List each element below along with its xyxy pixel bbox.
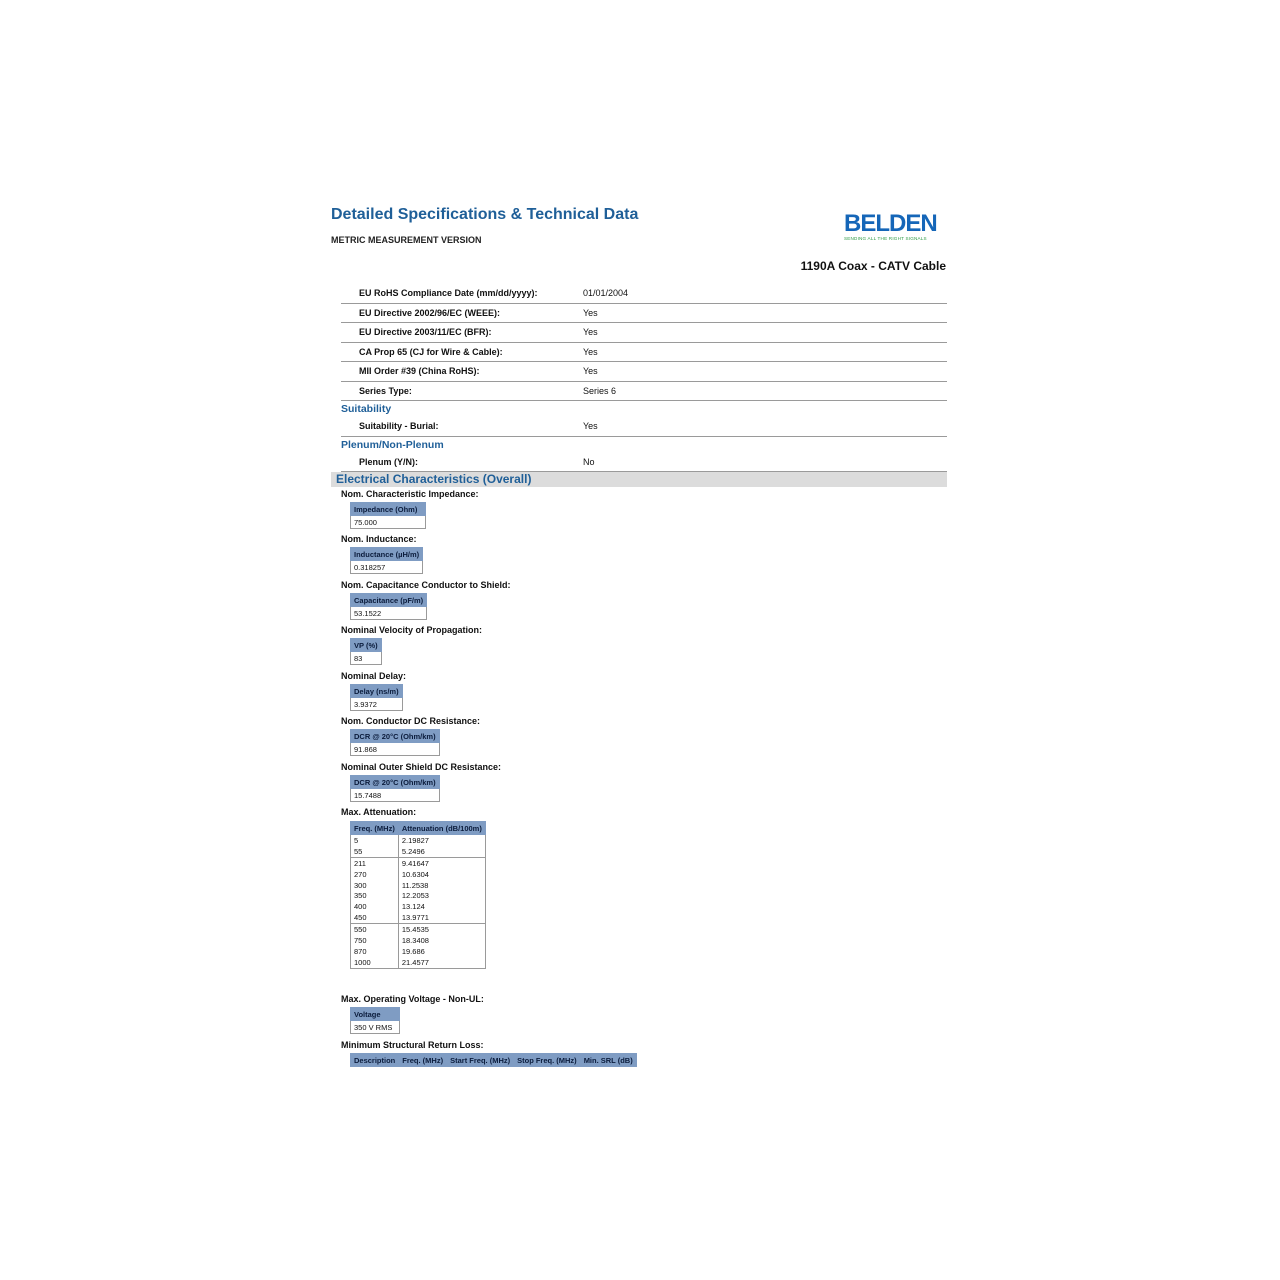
table-header: VP (%) <box>351 639 382 652</box>
inductance-table <box>350 547 423 574</box>
table-row <box>351 912 486 923</box>
logo-tagline: SENDING ALL THE RIGHT SIGNALS <box>844 236 927 241</box>
spec-label: CA Prop 65 (CJ for Wire & Cable): <box>359 346 503 357</box>
conductor-dcr-table <box>350 729 440 756</box>
table-row <box>351 857 486 868</box>
voltage-table <box>350 1007 400 1034</box>
impedance-table <box>350 502 426 529</box>
table-cell: 83 <box>351 652 382 665</box>
spec-value: Series 6 <box>583 385 617 396</box>
spec-label: EU RoHS Compliance Date (mm/dd/yyyy): <box>359 288 538 298</box>
table-cell: 15.7488 <box>351 789 440 802</box>
belden-logo <box>844 210 937 242</box>
compliance-section <box>341 284 947 472</box>
impedance-label: Nom. Characteristic Impedance: <box>341 489 479 499</box>
spec-value: 01/01/2004 <box>583 288 629 298</box>
table-row <box>351 880 486 891</box>
table-header: Delay (ns/m) <box>351 685 403 698</box>
spec-value: Yes <box>583 421 598 431</box>
suitability-heading: Suitability <box>341 403 392 415</box>
inductance-label: Nom. Inductance: <box>341 534 417 544</box>
table-cell: 870 <box>351 946 399 957</box>
spec-row <box>341 284 947 304</box>
attenuation-table <box>350 821 486 969</box>
table-cell: 5.2496 <box>398 846 485 857</box>
table-row <box>351 869 486 880</box>
table-header: Impedance (Ohm) <box>351 503 426 516</box>
shield-dcr-label: Nominal Outer Shield DC Resistance: <box>341 762 502 772</box>
logo-wordmark: BELDEN <box>844 210 937 237</box>
table-header: Freq. (MHz) <box>351 822 399 835</box>
table-cell: 75.000 <box>351 516 426 529</box>
table-header: Attenuation (dB/100m) <box>398 822 485 835</box>
spec-row <box>341 343 947 363</box>
table-cell: 21.4577 <box>398 957 485 968</box>
table-cell: 53.1522 <box>351 607 427 620</box>
table-cell: 300 <box>351 880 399 891</box>
spec-label: Suitability - Burial: <box>359 421 439 431</box>
attenuation-label: Max. Attenuation: <box>341 807 417 817</box>
table-cell: 450 <box>351 912 399 923</box>
product-name: 1190A Coax - CATV Cable <box>800 259 946 273</box>
table-row <box>351 835 486 846</box>
table-header: DCR @ 20°C (Ohm/km) <box>351 776 440 789</box>
spec-row <box>341 453 947 473</box>
spec-row <box>341 304 947 324</box>
srl-table <box>350 1053 637 1067</box>
table-cell: 350 <box>351 890 399 901</box>
table-cell: 13.9771 <box>398 912 485 923</box>
table-cell: 19.686 <box>398 946 485 957</box>
spec-label: Plenum (Y/N): <box>359 456 419 467</box>
table-cell: 270 <box>351 869 399 880</box>
spec-label: MII Order #39 (China RoHS): <box>359 366 480 376</box>
spec-value: Yes <box>583 307 598 318</box>
spec-value: Yes <box>583 346 598 357</box>
spec-value: Yes <box>583 366 598 376</box>
delay-table <box>350 684 403 711</box>
conductor-dcr-label: Nom. Conductor DC Resistance: <box>341 716 481 726</box>
srl-label: Minimum Structural Return Loss: <box>341 1040 484 1050</box>
table-cell: 750 <box>351 935 399 946</box>
voltage-label: Max. Operating Voltage - Non-UL: <box>341 994 484 1004</box>
spec-row <box>341 382 947 402</box>
table-cell: 550 <box>351 924 399 935</box>
table-row <box>351 957 486 968</box>
page-title: Detailed Specifications & Technical Data <box>331 206 639 223</box>
table-row <box>351 890 486 901</box>
table-cell: 18.3408 <box>398 935 485 946</box>
velocity-label: Nominal Velocity of Propagation: <box>341 625 483 635</box>
spec-row <box>341 323 947 343</box>
shield-dcr-table <box>350 775 440 802</box>
table-cell: 55 <box>351 846 399 857</box>
table-row <box>351 901 486 912</box>
table-header: Description <box>351 1054 399 1067</box>
table-cell: 211 <box>351 857 399 868</box>
table-cell: 91.868 <box>351 743 440 756</box>
spec-label: EU Directive 2003/11/EC (BFR): <box>359 327 492 337</box>
table-row <box>351 946 486 957</box>
table-cell: 350 V RMS <box>351 1021 400 1034</box>
table-cell: 3.9372 <box>351 698 403 711</box>
table-cell: 11.2538 <box>398 880 485 891</box>
table-header: Inductance (µH/m) <box>351 548 423 561</box>
capacitance-table <box>350 593 427 620</box>
spec-value: Yes <box>583 327 598 337</box>
table-cell: 5 <box>351 835 399 846</box>
spec-row <box>341 362 947 382</box>
table-header: Freq. (MHz) <box>399 1054 447 1067</box>
table-cell: 12.2053 <box>398 890 485 901</box>
table-row <box>351 935 486 946</box>
electrical-section-bar <box>331 472 947 487</box>
table-row <box>351 846 486 857</box>
table-header: DCR @ 20°C (Ohm/km) <box>351 730 440 743</box>
table-cell: 1000 <box>351 957 399 968</box>
table-header: Capacitance (pF/m) <box>351 594 427 607</box>
table-cell: 10.6304 <box>398 869 485 880</box>
table-cell: 0.318257 <box>351 561 423 574</box>
table-header: Start Freq. (MHz) <box>447 1054 514 1067</box>
table-header: Min. SRL (dB) <box>580 1054 636 1067</box>
table-cell: 9.41647 <box>398 857 485 868</box>
table-cell: 15.4535 <box>398 924 485 935</box>
table-header: Voltage <box>351 1008 400 1021</box>
spec-row <box>341 417 947 437</box>
spec-label: EU Directive 2002/96/EC (WEEE): <box>359 307 501 318</box>
table-cell: 400 <box>351 901 399 912</box>
spec-label: Series Type: <box>359 385 412 396</box>
table-cell: 13.124 <box>398 901 485 912</box>
plenum-heading: Plenum/Non-Plenum <box>341 438 444 451</box>
capacitance-label: Nom. Capacitance Conductor to Shield: <box>341 580 511 590</box>
velocity-table <box>350 638 382 665</box>
delay-label: Nominal Delay: <box>341 671 407 681</box>
table-header: Stop Freq. (MHz) <box>514 1054 581 1067</box>
electrical-heading: Electrical Characteristics (Overall) <box>336 472 532 486</box>
table-row <box>351 924 486 935</box>
table-cell: 2.19827 <box>398 835 485 846</box>
page-subtitle: METRIC MEASUREMENT VERSION <box>331 235 482 245</box>
spec-value: No <box>583 456 595 467</box>
